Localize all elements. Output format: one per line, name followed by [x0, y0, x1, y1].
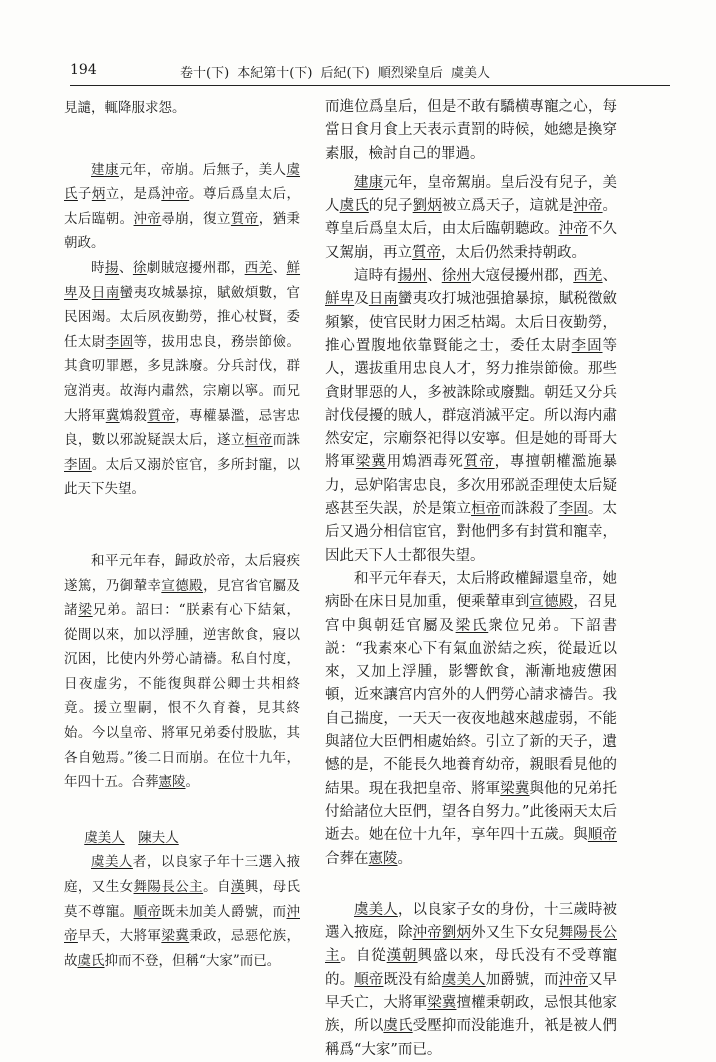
page-number: 194	[70, 62, 97, 78]
text-run: 及	[354, 291, 369, 308]
proper-name: 建康	[91, 161, 119, 178]
text-run: 。自	[203, 879, 231, 896]
proper-name: 鮮卑	[325, 291, 355, 308]
proper-name: 虞美人	[441, 971, 486, 988]
text-run: 、	[602, 268, 618, 285]
spacer	[64, 502, 300, 549]
proper-name: 順帝	[354, 971, 384, 988]
text-run: 與他的兄弟托付給諸位大臣們，望各自努力。”此後兩天太后逝去。她在位十九年，享年四十五歲。與	[325, 780, 618, 844]
proper-name: 憲陵	[368, 850, 398, 867]
page-header	[70, 58, 670, 82]
proper-name: 沖帝	[64, 903, 300, 945]
translation-column	[325, 96, 617, 1062]
proper-name: 沖帝	[558, 221, 588, 238]
right-para-4	[325, 899, 617, 1062]
text-run: 及	[77, 284, 92, 301]
proper-name: 梁	[78, 602, 93, 619]
proper-name: 沖帝	[133, 210, 162, 227]
proper-name: 虞氏	[339, 198, 369, 215]
text-run: 。尊皇后爲皇太后，由太后臨朝聽政。	[325, 198, 618, 238]
text-run: 合葬在	[325, 850, 369, 867]
text-run: 蠻夷攻城暴掠，賦斂煩數，官民困竭。太后夙夜勤勞，推心杖賢，委任太尉	[64, 284, 300, 350]
text-run: 擅權秉朝政，忌恨其他家族，所以	[325, 994, 618, 1035]
proper-name: 舞陽長公主	[325, 925, 618, 965]
right-para-0: 而進位爲皇后，但是不敢有驕横專寵之心，每當日食月食上天表示責罰的時候，她總是換穿素服，檢討自己的罪過。	[325, 99, 617, 162]
proper-name: 質帝	[412, 244, 441, 261]
proper-name: 虞氏	[383, 1018, 413, 1035]
right-para-3	[325, 568, 617, 871]
proper-name: 虞氏	[64, 161, 301, 203]
text-run: 、	[118, 259, 133, 276]
classical-text-column	[64, 96, 300, 973]
proper-name: 順帝	[133, 903, 162, 920]
text-run: ，見宫省官屬及諸	[64, 577, 300, 619]
proper-name: 桓帝	[244, 432, 273, 449]
proper-name: 質帝	[147, 407, 176, 424]
proper-name: 建康	[354, 174, 384, 191]
text-run: 蠻夷攻打城池强搶暴掠，賦税徵斂頻繁，使官民財力困乏枯竭。太后日夜勤勞，推心置腹地依靠賢能之士，委任太尉	[325, 291, 618, 354]
proper-name: 質帝	[230, 210, 259, 227]
proper-name: 劉炳	[412, 198, 442, 215]
text-run: 、	[272, 259, 287, 276]
proper-name: 虞美人	[354, 901, 398, 918]
proper-name: 冀	[105, 407, 120, 424]
header-rule	[70, 85, 670, 86]
text-run: 鴆殺	[119, 407, 148, 424]
proper-name: 桓帝	[471, 501, 501, 518]
text-run: 者，以良家子年十三選入掖庭，又生女	[64, 854, 301, 896]
text-run: 立，是爲	[105, 186, 162, 203]
running-title: 卷十(下) 本紀第十(下) 后紀(下) 順烈梁皇后 虞美人	[180, 66, 490, 81]
left-para-2	[64, 256, 300, 502]
text-run: 被立爲天子，這就是	[441, 198, 574, 215]
proper-name: 宣德殿	[529, 594, 574, 611]
text-run: ，專權暴濫，忌害忠良，數以邪說疑誤太后，遂立	[64, 407, 300, 449]
proper-name: 梁冀	[500, 780, 530, 797]
text-run: 又早早夭亡，大將軍	[325, 971, 618, 1011]
proper-name: 李固	[64, 456, 92, 473]
proper-name: 日南	[91, 284, 120, 301]
proper-name: 梁冀	[161, 928, 190, 945]
proper-name: 虞美人	[91, 854, 133, 871]
text-run: 用鴆酒毒死	[386, 454, 464, 471]
proper-name: 李固	[571, 337, 603, 354]
proper-name: 梁冀	[427, 994, 457, 1011]
text-run: 既未加美人爵號，而	[161, 903, 287, 920]
text-run: 外又生下女兒	[471, 925, 559, 942]
text-run: 。自從	[340, 948, 387, 965]
text-run: 的兒子	[368, 198, 413, 215]
proper-name: 揚	[104, 259, 119, 276]
proper-name: 順帝	[587, 827, 618, 844]
text-run: ，召見宫中與朝廷官屬及	[325, 594, 618, 634]
text-run: 而誅	[272, 432, 300, 449]
section-title-b: 陳夫人	[138, 829, 179, 846]
proper-name: 沖帝	[161, 186, 190, 203]
left-para-1	[64, 158, 300, 256]
text-run: 元年，皇帝駕崩。皇后没有兒子，美人	[325, 174, 618, 215]
proper-name: 憲陵	[158, 774, 186, 791]
text-run: 和平元年春，歸政於帝，太后寢疾遂篤，乃御輦幸	[64, 552, 300, 594]
text-run: 秉政，忌惡佗族，故	[64, 928, 300, 969]
proper-name: 漢朝	[386, 948, 418, 965]
left-para-3	[64, 549, 300, 795]
proper-name: 舞陽長公主	[133, 879, 204, 896]
text-run: ，猶秉朝政。	[64, 210, 300, 252]
text-run: 兄弟。詔曰：“朕素有心下結氣，從間以來，加以浮腫，逆害飲食，寢以沉困，比使内外勞心請禱。私自忖度，日夜虚劣，不能復與群公卿士共相終竟。援立聖嗣，恨不久育養，見其終始。今以皇帝、將軍兄弟委付股肱，其各自勉焉。”後二日而崩。在位十九年，年四十五。合葬	[64, 602, 301, 791]
proper-name: 梁氏	[455, 617, 489, 634]
text-run: 等，拔用忠良，務崇節儉。其貪叨罪慝，多見誅廢。分兵討伐，群寇消夷。故海内肅然，宗廟以寧。而兄大將軍	[64, 333, 300, 424]
spacer	[325, 871, 617, 899]
text-run: ，專擅朝權濫施暴力，忌妒陷害忠良，多次用邪説歪理使太后疑惑甚至失誤，於是策立	[325, 454, 618, 518]
text-run: 這時有	[354, 268, 398, 285]
proper-name: 沖帝	[573, 198, 603, 215]
proper-name: 揚州	[397, 268, 428, 285]
proper-name: 鮮卑	[64, 259, 301, 301]
text-run: 時	[91, 259, 105, 276]
left-para-0: 見譴，輒降服求怨。	[64, 100, 186, 116]
proper-name: 炳	[91, 186, 106, 203]
text-run: 和平元年春天，太后將政權歸還皇帝，她病卧在床日見加重，便乘輦車到	[325, 570, 617, 611]
text-run: 。尊后爲皇太后，太后臨朝。	[64, 186, 300, 227]
proper-name: 宣德殿	[161, 577, 204, 594]
proper-name: 沖帝劉炳	[412, 925, 472, 942]
text-run: 興盛以來，母氏没有不受尊寵的。	[325, 948, 618, 988]
text-run: 而誅殺了	[500, 501, 559, 518]
spacer	[64, 795, 300, 826]
text-run: ，太后仍然秉持朝政。	[441, 244, 586, 261]
spacer	[64, 121, 300, 158]
text-run: 加爵號，而	[485, 971, 559, 988]
text-run: 不久又駕崩，再立	[325, 221, 618, 261]
section-title	[64, 826, 300, 851]
proper-name: 西羌	[244, 259, 273, 276]
text-run: 受壓抑而没能進升，衹是被人們稱爲“大家”而已。	[325, 1018, 618, 1058]
proper-name: 梁冀	[355, 454, 387, 471]
proper-name: 徐州	[441, 268, 471, 285]
text-run: 。	[397, 850, 412, 867]
proper-name: 李固	[558, 501, 588, 518]
proper-name: 徐	[132, 259, 147, 276]
text-run: 衆位兄弟。下詔書説：“我素來心下有氣血淤結之疾，從最近以來，又加上浮腫，影響飲食，漸漸地疲憊困頓，近來讓宫内宫外的人們勞心請求禱告。我自己揣度，一天天一夜夜地越來越虚弱，不能與諸位大臣們相處始終。引立了新的天子，遺憾的是，不能長久地養育幼帝，親眼看見他的結果。現在我把皇帝、將軍	[325, 617, 618, 797]
proper-name: 質帝	[463, 454, 495, 471]
text-run: 、	[427, 268, 442, 285]
text-run: 既没有給	[383, 971, 442, 988]
text-run: 。太后又過分相信宦官，對他們多有封賞和寵幸，因此天下人士都很失望。	[325, 501, 618, 564]
text-run: 劇賊寇擾州郡，	[146, 259, 245, 276]
text-run: 大寇侵擾州郡，	[470, 268, 574, 285]
proper-name: 李固	[105, 333, 134, 350]
proper-name: 沖帝	[558, 971, 588, 988]
proper-name: 漢	[230, 879, 245, 896]
left-para-4	[64, 850, 300, 973]
text-run: 等人，選拔重用忠良人才，努力推崇節儉。那些貪財罪惡的人，多被誅除或廢黜。朝廷又分兵討伐侵擾的賊人，群寇消滅平定。所以海内肅然安定，宗廟祭祀得以安寧。但是她的哥哥大將軍	[325, 337, 618, 471]
text-run: 抑而不登，但稱“大家”而已。	[104, 952, 281, 969]
text-run: 早夭，大將軍	[77, 928, 162, 945]
section-title-a: 虞美人	[84, 829, 125, 846]
right-para-1	[325, 172, 617, 265]
text-run: ，以良家子女的身份，十三歲時被選入掖庭，除	[325, 901, 618, 942]
text-run: 興，母氏莫不尊寵。	[64, 879, 300, 920]
proper-name: 西羌	[573, 268, 603, 285]
text-run: 子	[77, 186, 92, 203]
text-run: 。太后又溺於宦官，多所封寵，以此天下失望。	[64, 456, 300, 498]
right-para-2	[325, 265, 617, 568]
proper-name: 日南	[368, 291, 399, 308]
text-run: 元年，帝崩。后無子，美人	[118, 161, 287, 178]
proper-name: 虞氏	[77, 952, 105, 969]
text-run: 。	[185, 774, 199, 791]
text-run: 尋崩，復立	[161, 210, 231, 227]
